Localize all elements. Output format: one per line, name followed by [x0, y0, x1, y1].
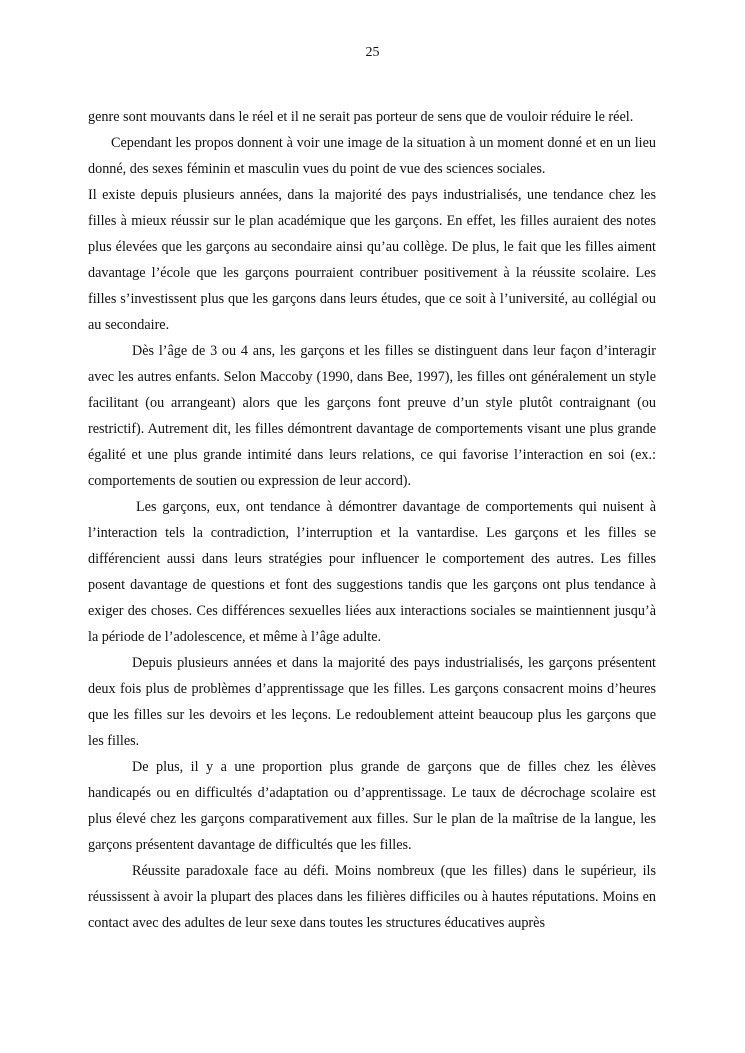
body-text	[88, 104, 656, 936]
paragraph: Réussite paradoxale face au défi. Moins nombreux (que les filles) dans le supérieur, ils réussissent à avoir la plupart des places dans les filières difficiles ou à hautes réputations. Moins en contact avec des adultes de leur sexe dans toutes les structures éducatives auprès	[88, 863, 656, 931]
paragraph: Depuis plusieurs années et dans la majorité des pays industrialisés, les garçons présentent deux fois plus de problèmes d’apprentissage que les filles. Les garçons consacrent moins d’heures que les filles sur les devoirs et les leçons. Le redoublement atteint beaucoup plus les garçons que les filles.	[88, 655, 656, 749]
paragraph: De plus, il y a une proportion plus grande de garçons que de filles chez les élèves handicapés ou en difficultés d’adaptation ou d’apprentissage. Le taux de décrochage scolaire est plus élevé chez les garçons comparativement aux filles. Sur le plan de la maîtrise de la langue, les garçons présentent davantage de difficultés que les filles.	[88, 759, 656, 853]
paragraph: genre sont mouvants dans le réel et il ne serait pas porteur de sens que de vouloir réduire le réel.	[88, 109, 634, 125]
page-number: 25	[365, 45, 380, 60]
paragraph: Cependant les propos donnent à voir une image de la situation à un moment donné et en un lieu donné, des sexes féminin et masculin vues du point de vue des sciences sociales.	[88, 135, 656, 177]
paragraph: Les garçons, eux, ont tendance à démontrer davantage de comportements qui nuisent à l’interaction tels la contradiction, l’interruption et la vantardise. Les garçons et les filles se différencient aussi dans leurs stratégies pour influencer le comportement des autres. Les filles posent davantage de questions et font des suggestions tandis que les garçons ont plus tendance à exiger des choses. Ces différences sexuelles liées aux interactions sociales se maintiennent jusqu’à la période de l’adolescence, et même à l’âge adulte.	[88, 499, 656, 645]
paragraph: Dès l’âge de 3 ou 4 ans, les garçons et les filles se distinguent dans leur façon d’interagir avec les autres enfants. Selon Maccoby (1990, dans Bee, 1997), les filles ont généralement un style facilitant (ou arrangeant) alors que les garçons font preuve d’un style plutôt contraignant (ou restrictif). Autrement dit, les filles démontrent davantage de comportements visant une plus grande égalité et une plus grande intimité dans leurs relations, ce qui favorise l’interaction en soi (ex.: comportements de soutien ou expression de leur accord).	[88, 343, 656, 489]
paragraph: Il existe depuis plusieurs années, dans la majorité des pays industrialisés, une tendance chez les filles à mieux réussir sur le plan académique que les garçons. En effet, les filles auraient des notes plus élevées que les garçons au secondaire ainsi qu’au collège. De plus, le fait que les filles aiment davantage l’école que les garçons pourraient contribuer positivement à la réussite scolaire. Les filles s’investissent plus que les garçons dans leurs études, que ce soit à l’université, au collégial ou au secondaire.	[88, 187, 656, 333]
